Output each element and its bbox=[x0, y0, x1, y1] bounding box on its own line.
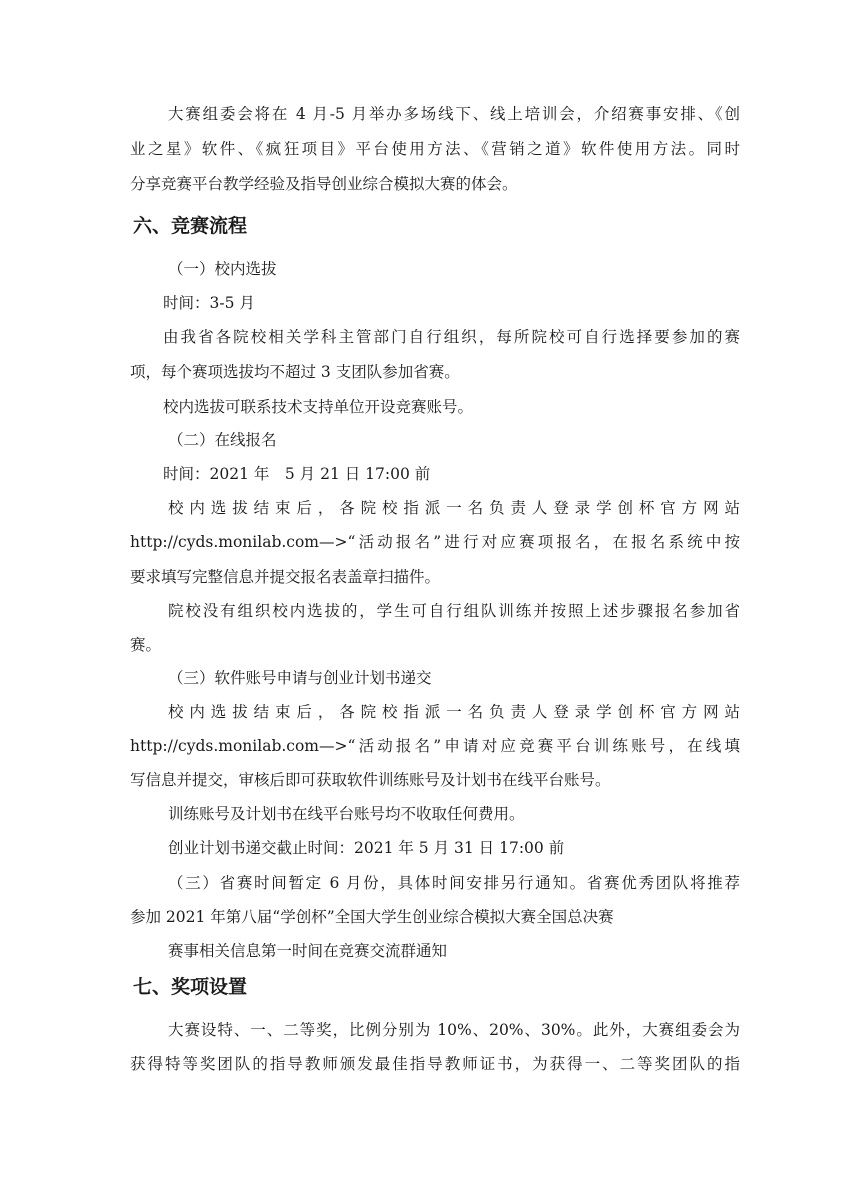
paragraph-line: （三）省赛时间暂定 6 月份，具体时间安排另行通知。省赛优秀团队将推荐 bbox=[168, 874, 740, 892]
paragraph-line: 创业计划书递交截止时间：2021 年 5 月 31 日 17:00 前 bbox=[168, 839, 565, 857]
section-heading-seven: 七、奖项设置 bbox=[133, 976, 248, 998]
paragraph-line: 校内选拔可联系技术支持单位开设竞赛账号。 bbox=[163, 398, 474, 416]
subsection-title: （一）校内选拔 bbox=[168, 260, 277, 278]
subsection-title: （三）软件账号申请与创业计划书递交 bbox=[168, 669, 432, 687]
subsection-title: （二）在线报名 bbox=[168, 431, 277, 449]
time-line: 时间：2021 年 5 月 21 日 17:00 前 bbox=[163, 465, 431, 483]
paragraph-line: 校内选拔结束后，各院校指派一名负责人登录学创杯官方网站 bbox=[168, 703, 740, 721]
paragraph-line: 大赛组委会将在 4 月-5 月举办多场线下、线上培训会，介绍赛事安排、《创 bbox=[168, 105, 740, 123]
paragraph-line: 大赛设特、一、二等奖，比例分别为 10%、20%、30%。此外，大赛组委会为 bbox=[168, 1021, 740, 1039]
paragraph-line: 要求填写完整信息并提交报名表盖章扫描件。 bbox=[130, 568, 441, 586]
section-heading-six: 六、竞赛流程 bbox=[133, 215, 248, 237]
paragraph-line: 项，每个赛项选拔均不超过 3 支团队参加省赛。 bbox=[130, 363, 460, 381]
paragraph-line: 校内选拔结束后，各院校指派一名负责人登录学创杯官方网站 bbox=[168, 499, 740, 517]
paragraph-line: http://cyds.monilab.com—>“活动报名”申请对应竞赛平台训练账号，在线填 bbox=[130, 737, 740, 755]
paragraph-line: 训练账号及计划书在线平台账号均不收取任何费用。 bbox=[168, 805, 525, 823]
time-line: 时间：3-5 月 bbox=[163, 294, 255, 312]
paragraph-line: 写信息并提交，审核后即可获取软件训练账号及计划书在线平台账号。 bbox=[130, 771, 611, 789]
paragraph-line: 分享竞赛平台教学经验及指导创业综合模拟大赛的体会。 bbox=[130, 175, 518, 193]
paragraph-line: 赛事相关信息第一时间在竞赛交流群通知 bbox=[168, 942, 448, 960]
paragraph-line: 赛。 bbox=[130, 636, 162, 654]
paragraph-line: http://cyds.monilab.com—>“活动报名”进行对应赛项报名，在报名系统中按 bbox=[130, 533, 740, 551]
paragraph-line: 由我省各院校相关学科主管部门自行组织，每所院校可自行选择要参加的赛 bbox=[163, 328, 740, 346]
paragraph-line: 业之星》软件、《疯狂项目》平台使用方法、《营销之道》软件使用方法。同时 bbox=[130, 140, 740, 158]
paragraph-line: 院校没有组织校内选拔的，学生可自行组队训练并按照上述步骤报名参加省 bbox=[168, 602, 740, 620]
paragraph-line: 参加 2021 年第八届“学创杯”全国大学生创业综合模拟大赛全国总决赛 bbox=[130, 908, 614, 926]
paragraph-line: 获得特等奖团队的指导教师颁发最佳指导教师证书，为获得一、二等奖团队的指 bbox=[130, 1055, 740, 1073]
